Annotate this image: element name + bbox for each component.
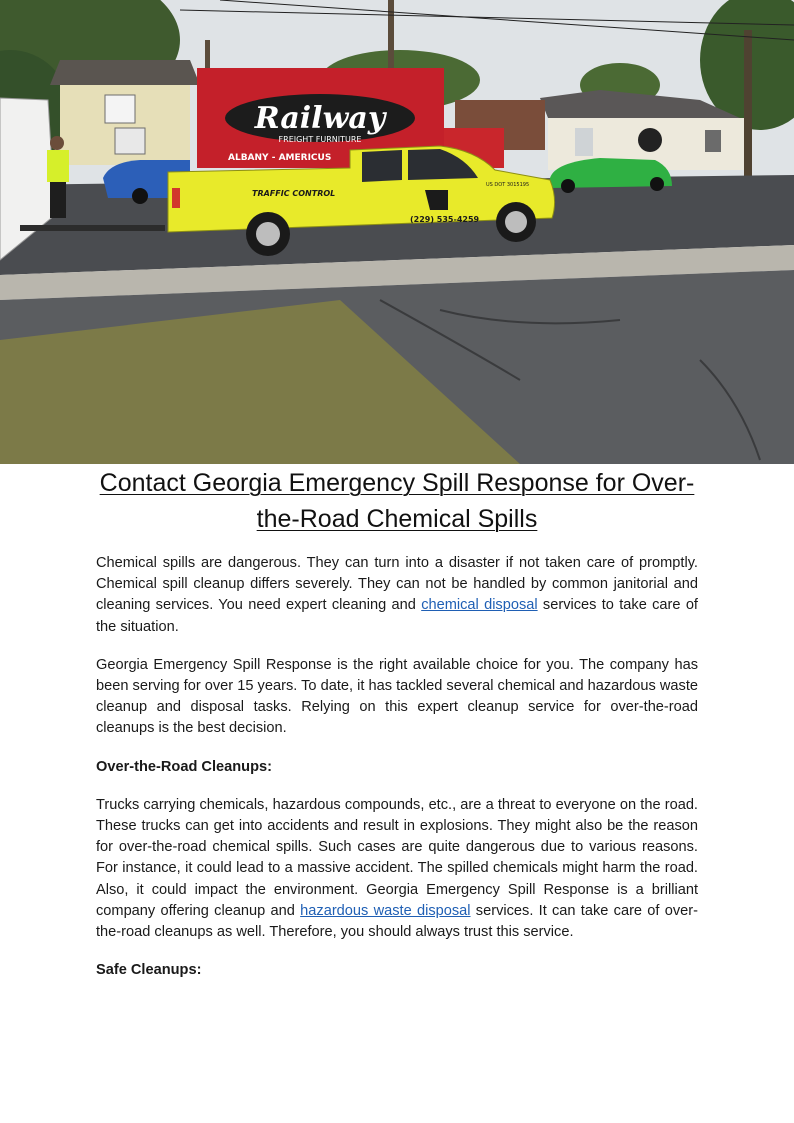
paragraph-over-the-road-text-b: services. It can take care of over-the-road cleanups as well. Therefore, you should always trust this service. <box>96 902 698 941</box>
paragraph-intro <box>96 553 698 638</box>
street-scene-illustration <box>0 0 794 464</box>
box-truck-city: ALBANY - AMERICUS <box>228 153 332 163</box>
pickup-dot-number: US DOT 3015195 <box>486 182 530 188</box>
paragraph-intro-text-b: services to take care of the situation. <box>96 597 698 635</box>
house-left <box>50 60 200 165</box>
hazardous-waste-disposal-link[interactable]: hazardous waste disposal <box>300 902 471 919</box>
pickup-phone: (229) 535-4259 <box>410 215 480 224</box>
paragraph-over-the-road <box>96 795 698 943</box>
paragraph-intro-text-a: Chemical spills are dangerous. They can turn into a disaster if not taken care of promptly. Chemical spill cleanup differs severely. They can not be handled by common janitorial and cleaning services. You need expert cleaning and <box>96 555 698 614</box>
heading-over-the-road: Over-the-Road Cleanups: <box>96 758 272 775</box>
paragraph-over-the-road-text-a: Trucks carrying chemicals, hazardous compounds, etc., are a threat to everyone on the road. These trucks can get into accidents and result in explosions. They might also be the reason for over-the-road chemical spills. Such cases are quite dangerous due to various reasons. For instance, it could lead to a massive accident. The spilled chemicals might harm the road. Also, it could impact the environment. Georgia Emergency Spill Response is a brilliant company offering cleanup and <box>96 796 698 919</box>
pickup-door-text: TRAFFIC CONTROL <box>252 189 336 198</box>
hero-photo <box>0 0 794 464</box>
box-truck-brand: Railway <box>254 101 386 136</box>
page-title-line1: Contact Georgia Emergency Spill Response for Over- <box>99 469 695 497</box>
page-title <box>0 465 794 537</box>
paragraph-company: Georgia Emergency Spill Response is the right available choice for you. The company has been serving for over 15 years. To date, it has tackled several chemical and hazardous waste cleanup and disposal tasks. Relying on this expert cleanup service for over-the-road cleanups is the best decision. <box>96 656 698 737</box>
heading-safe-cleanups: Safe Cleanups: <box>96 962 202 979</box>
page-title-line2: the-Road Chemical Spills <box>256 505 538 533</box>
chemical-disposal-link[interactable]: chemical disposal <box>421 597 538 614</box>
article-body <box>96 553 698 998</box>
box-truck-subtitle: FREIGHT FURNITURE <box>278 135 362 144</box>
